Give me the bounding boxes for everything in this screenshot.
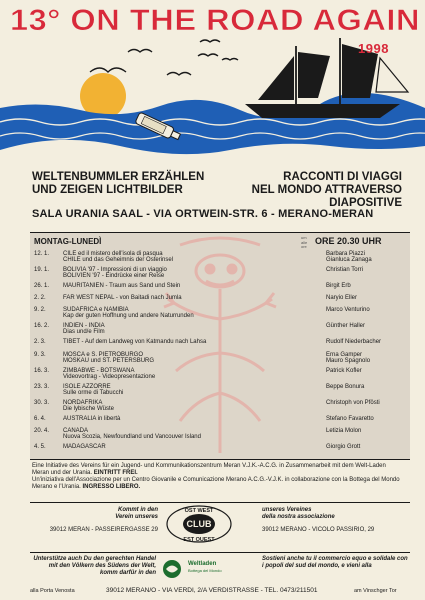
row-speaker (326, 416, 410, 422)
table-row (34, 384, 406, 400)
row-date: 2. 2. (34, 295, 46, 302)
row-title (63, 444, 293, 450)
row-title (63, 251, 293, 263)
row-speaker-line1: Naryio Eller (326, 295, 358, 302)
initiative-german: Eine Initiative des Vereins für ein Jugend- und Kommunikationszentrum Meran V.J.K.-A.C.G. in Zusammenarbeit mit dem Welt-Laden Meran und der Urania. (32, 463, 386, 476)
row-speaker (326, 267, 410, 273)
club-invite-german-line2: Verein unseres (115, 514, 158, 520)
row-date: 23. 3. (34, 383, 50, 390)
row-title (63, 428, 293, 440)
table-row (34, 323, 406, 339)
headline-italian-line3: DIAPOSITIVE (329, 197, 402, 209)
program-rows (34, 251, 406, 456)
poster-title (8, 2, 422, 36)
club-invite-german (30, 507, 158, 521)
svg-text:13° ON THE ROAD AGAIN: 13° ON THE ROAD AGAIN (10, 4, 421, 36)
row-speaker (326, 323, 410, 329)
row-speaker (326, 295, 410, 301)
row-title (63, 323, 293, 335)
headline-italian-line2: NEL MONDO ATTRAVERSO (251, 184, 402, 196)
table-row (34, 307, 406, 323)
row-date: 26. 1. (34, 283, 50, 289)
table-row (34, 352, 406, 368)
program-day: MONTAG-LUNEDÌ (34, 237, 102, 246)
row-speaker-line1: Letizia Molon (326, 427, 362, 434)
row-date: 30. 3. (34, 399, 50, 406)
program-header (34, 235, 406, 249)
row-title-line1: NORDAFRIKA (63, 399, 103, 406)
table-row (34, 251, 406, 267)
row-title-line2: CHILE und das Geheimnis der Osterinsel (63, 257, 174, 264)
row-title-line1: ZIMBABWE - BOTSWANA (63, 367, 135, 374)
row-speaker (326, 283, 410, 289)
row-speaker (326, 251, 410, 263)
program-time: ORE 20.30 UHR (315, 236, 382, 246)
club-address-german: 39012 MERAN - PASSEIRERGASSE 29 (49, 527, 158, 533)
fair-trade-block (30, 552, 410, 585)
row-speaker-line1: Birgit Erb (326, 283, 351, 289)
row-title-line1: MAURITANIEN - Traum aus Sand und Stein (63, 283, 181, 289)
row-title-line1: FAR WEST NEPAL - von Baitadi nach Jumla (63, 295, 182, 302)
row-title-line1: MOSCA e S. PIETROBURGO (63, 351, 144, 358)
row-title (63, 307, 293, 319)
row-speaker (326, 384, 410, 390)
table-row (34, 444, 406, 456)
free-entry-italian: INGRESSO LIBERO. (82, 484, 141, 490)
weltladen-logo-text: Weltladen (188, 561, 217, 567)
row-date: 6. 4. (34, 415, 46, 422)
row-speaker-line1: Günther Haller (326, 323, 366, 330)
row-title-line2: Dias und/e Film (63, 329, 105, 336)
row-speaker (326, 400, 410, 406)
row-title-line1: INDIEN - INDIA (63, 323, 105, 330)
row-title-line1: BOLIVIA '97 - Impressioni di un viaggio (63, 267, 167, 273)
row-date: 16. 2. (34, 323, 50, 330)
footer-address: 39012 MERAN/O - VIA VERDI, 2/A VERDISTRASSE - TEL. 0473/211501 (106, 587, 318, 594)
row-title-line2: Sulle orme di Tabucchi (63, 389, 124, 396)
row-title-line1: MADAGASCAR (63, 443, 106, 450)
row-date: 16. 3. (34, 367, 50, 374)
row-speaker-line1: Christian Torri (326, 267, 363, 273)
fair-trade-italian: Sostieni anche tu il commercio equo e solidale con i popoli del sud del mondo, e vieni alla (262, 556, 408, 569)
row-speaker (326, 352, 410, 364)
row-title (63, 267, 293, 279)
fair-trade-german: Unterstütze auch Du den gerechten Handel mit den Völkern des Südens der Welt, komm darfür in den (33, 556, 156, 576)
svg-text:OST WEST: OST WEST (184, 508, 214, 514)
row-title-line1: ISOLE AZZORRE (63, 383, 111, 390)
row-date: 20. 4. (34, 427, 50, 434)
row-date: 4. 5. (34, 443, 46, 450)
row-speaker-line1: Barbara Piazzi (326, 251, 366, 257)
row-speaker-line1: Giorgio Grott (326, 443, 361, 450)
row-title-line2: MOSKAU und ST. PETERSBURG (63, 357, 155, 364)
row-date: 19. 1. (34, 267, 50, 273)
row-speaker (326, 444, 410, 450)
program-time-prefix: um alle ore (301, 235, 308, 249)
row-speaker-line1: Beppe Bonura (326, 383, 365, 390)
table-row (34, 295, 406, 307)
club-invite-italian-line1: unseres Vereines (262, 507, 312, 513)
headline-italian (222, 171, 402, 210)
row-title-line1: CILE ed il mistero dell'isola di pasqua (63, 251, 163, 257)
headline-german-line2: UND ZEIGEN LICHTBILDER (32, 184, 183, 196)
headline-italian-line1: RACCONTI DI VIAGGI (283, 171, 402, 183)
row-title (63, 283, 293, 289)
initiative-text (32, 463, 402, 491)
row-title (63, 339, 293, 345)
poster-year: 1998 (358, 41, 389, 56)
table-row (34, 400, 406, 416)
footer-left: alla Porta Venosta (30, 588, 75, 594)
row-speaker-line1: Patrick Kofler (326, 367, 362, 374)
table-row (34, 416, 406, 428)
headline-block (0, 168, 425, 230)
row-date: 9. 2. (34, 307, 46, 314)
row-speaker-line1: Erna Gamper (326, 351, 363, 358)
club-sponsor (30, 502, 410, 553)
row-title-line1: TIBET - Auf dem Landweg von Katmandu nach Lahsa (63, 339, 207, 346)
row-date: 12. 1. (34, 251, 50, 257)
row-date: 2. 3. (34, 339, 46, 346)
club-invite-italian-line2: della nostra associazione (262, 514, 335, 520)
svg-text:CLUB: CLUB (186, 519, 212, 529)
table-row (34, 283, 406, 295)
headline-german-line1: WELTENBUMMLER ERZÄHLEN (32, 171, 205, 183)
row-speaker-line1: Stefano Favaretto (326, 415, 374, 422)
row-title-line2: BOLIVIEN '97 - Eindrücke einer Reise (63, 273, 165, 280)
row-speaker-line2: Gianluca Zanaga (326, 257, 372, 264)
svg-text:EST OUEST: EST OUEST (183, 537, 215, 543)
row-title (63, 400, 293, 412)
table-row (34, 428, 406, 444)
club-invite-italian (262, 507, 402, 521)
row-date: 9. 3. (34, 351, 46, 358)
club-invite-german-line1: Kommt in den (118, 507, 158, 513)
row-speaker-line1: Christoph von Pfösti (326, 399, 380, 406)
row-title (63, 368, 293, 380)
club-address-italian: 39012 MERANO - VICOLO PASSIRIO, 29 (262, 527, 375, 533)
table-row (34, 339, 406, 351)
venue-address: SALA URANIA SAAL - VIA ORTWEIN-STR. 6 - MERANO-MERAN (32, 208, 374, 220)
footer-right: am Vinschger Tor (354, 588, 397, 594)
ost-west-club-logo (164, 504, 234, 544)
weltladen-logo-subtext: Bottega del Mondo (188, 568, 222, 573)
headline-german (32, 171, 212, 197)
row-speaker (326, 307, 410, 313)
row-title (63, 352, 293, 364)
table-row (34, 267, 406, 283)
row-title-line2: Die lybische Wüste (63, 405, 115, 412)
row-title (63, 295, 293, 301)
row-title (63, 384, 293, 396)
table-row (34, 368, 406, 384)
initiative-italian: Un'iniziativa dell'Associazione per un Centro Giovanile e Comunicazione Merano A.C.G.-V.J.K. in collaborazione con la Bottega del Mondo Merano e l'Urania. (32, 477, 400, 490)
row-title-line2: Videovortrag - Videopresentazione (63, 373, 156, 380)
row-title-line1: AUSTRALIA in libertà (63, 415, 121, 422)
row-speaker (326, 368, 410, 374)
row-speaker (326, 428, 410, 434)
row-title (63, 416, 293, 422)
row-speaker-line1: Marco Venturino (326, 307, 370, 314)
row-speaker-line2: Mauro Spagnolo (326, 357, 371, 364)
free-entry-german: EINTRITT FREI. (93, 470, 138, 476)
row-title-line2: Nuova Scozia, Newfoundland und Vancouver Island (63, 433, 201, 440)
row-title-line1: CANADA (63, 427, 89, 434)
footer (0, 584, 425, 598)
row-speaker-line1: Rudolf Niederbacher (326, 339, 382, 346)
row-title-line1: SUDAFRICA e NAMIBIA (63, 307, 129, 314)
program-table (30, 232, 410, 460)
row-title-line2: Kap der guten Hoffnung und andere Naturrunden (63, 313, 194, 320)
row-speaker (326, 339, 410, 345)
